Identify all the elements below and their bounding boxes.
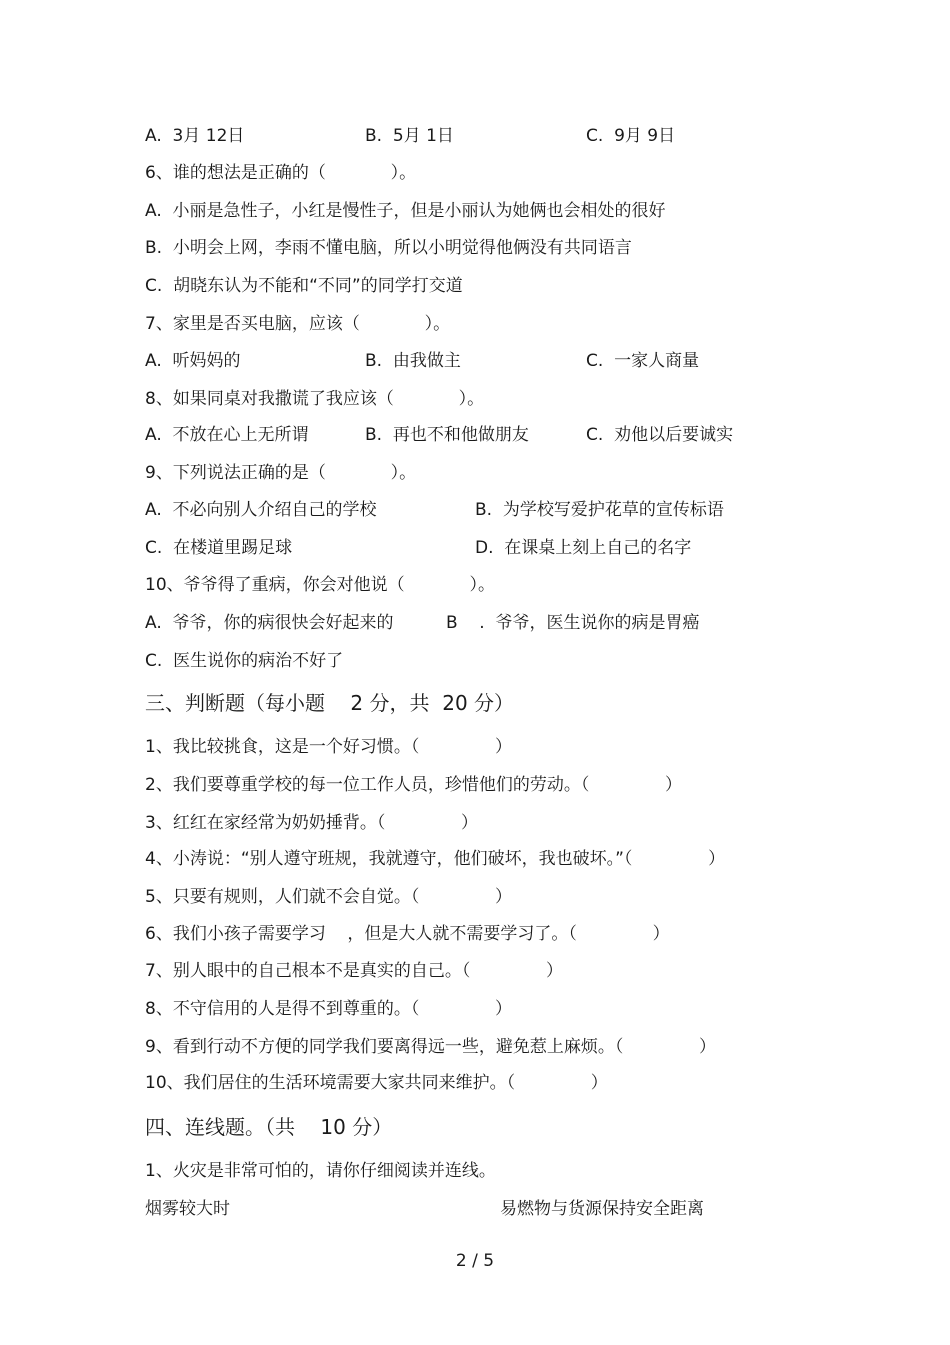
- judge-item-8: 8、不守信用的人是得不到尊重的。（ ）: [145, 999, 512, 1019]
- match-right-item-1: 易燃物与货源保持安全距离: [500, 1199, 704, 1219]
- section3-title: 三、判断题（每小题 2 分，共 20 分）: [145, 691, 515, 715]
- q9-option-a: A. 不必向别人介绍自己的学校: [145, 500, 377, 520]
- q6-option-c: C. 胡晓东认为不能和“不同”的同学打交道: [145, 276, 463, 296]
- judge-item-10: 10、我们居住的生活环境需要大家共同来维护。（ ）: [145, 1073, 608, 1093]
- q7-stem: 7、家里是否买电脑，应该（ ）。: [145, 314, 451, 334]
- q6-option-a: A. 小丽是急性子，小红是慢性子，但是小丽认为她俩也会相处的很好: [145, 201, 666, 221]
- q5-option-b: B. 5月 1日: [365, 126, 454, 146]
- q9-option-c: C. 在楼道里踢足球: [145, 538, 293, 558]
- q9-stem: 9、下列说法正确的是（ ）。: [145, 463, 417, 483]
- q10-option-a: A. 爷爷，你的病很快会好起来的: [145, 613, 394, 633]
- judge-item-7: 7、别人眼中的自己根本不是真实的自己。（ ）: [145, 961, 563, 981]
- q5-option-a: A. 3月 12日: [145, 126, 245, 146]
- q8-option-a: A. 不放在心上无所谓: [145, 425, 309, 445]
- q7-option-b: B. 由我做主: [365, 351, 461, 371]
- q6-stem: 6、谁的想法是正确的（ ）。: [145, 163, 417, 183]
- q9-option-d: D. 在课桌上刻上自己的名字: [475, 538, 692, 558]
- q8-option-b: B. 再也不和他做朋友: [365, 425, 529, 445]
- q7-option-c: C. 一家人商量: [586, 351, 700, 371]
- q10-stem: 10、爷爷得了重病，你会对他说（ ）。: [145, 575, 495, 595]
- q6-option-b: B. 小明会上网，李雨不懂电脑，所以小明觉得他俩没有共同语言: [145, 238, 632, 258]
- match-q1-stem: 1、火灾是非常可怕的，请你仔细阅读并连线。: [145, 1161, 496, 1181]
- section4-title: 四、连线题。（共 10 分）: [145, 1115, 393, 1139]
- judge-item-1: 1、我比较挑食，这是一个好习惯。（ ）: [145, 737, 512, 757]
- q5-option-c: C. 9月 9日: [586, 126, 676, 146]
- judge-item-2: 2、我们要尊重学校的每一位工作人员，珍惜他们的劳动。（ ）: [145, 775, 682, 795]
- q8-option-c: C. 劝他以后要诚实: [586, 425, 734, 445]
- judge-item-3: 3、红红在家经常为奶奶捶背。（ ）: [145, 813, 478, 833]
- match-left-item-1: 烟雾较大时: [145, 1199, 230, 1219]
- q10-option-c: C. 医生说你的病治不好了: [145, 651, 344, 671]
- judge-item-6: 6、我们小孩子需要学习 ，但是大人就不需要学习了。（ ）: [145, 924, 670, 944]
- judge-item-5: 5、只要有规则，人们就不会自觉。（ ）: [145, 887, 512, 907]
- q8-stem: 8、如果同桌对我撒谎了我应该（ ）。: [145, 389, 485, 409]
- q7-option-a: A. 听妈妈的: [145, 351, 241, 371]
- q10-option-b: B . 爷爷，医生说你的病是胃癌: [446, 613, 700, 633]
- q9-option-b: B. 为学校写爱护花草的宣传标语: [475, 500, 724, 520]
- page-number: 2 / 5: [455, 1251, 495, 1271]
- judge-item-9: 9、看到行动不方便的同学我们要离得远一些，避免惹上麻烦。（ ）: [145, 1037, 716, 1057]
- judge-item-4: 4、小涛说：“别人遵守班规，我就遵守，他们破坏，我也破坏。”（ ）: [145, 849, 726, 869]
